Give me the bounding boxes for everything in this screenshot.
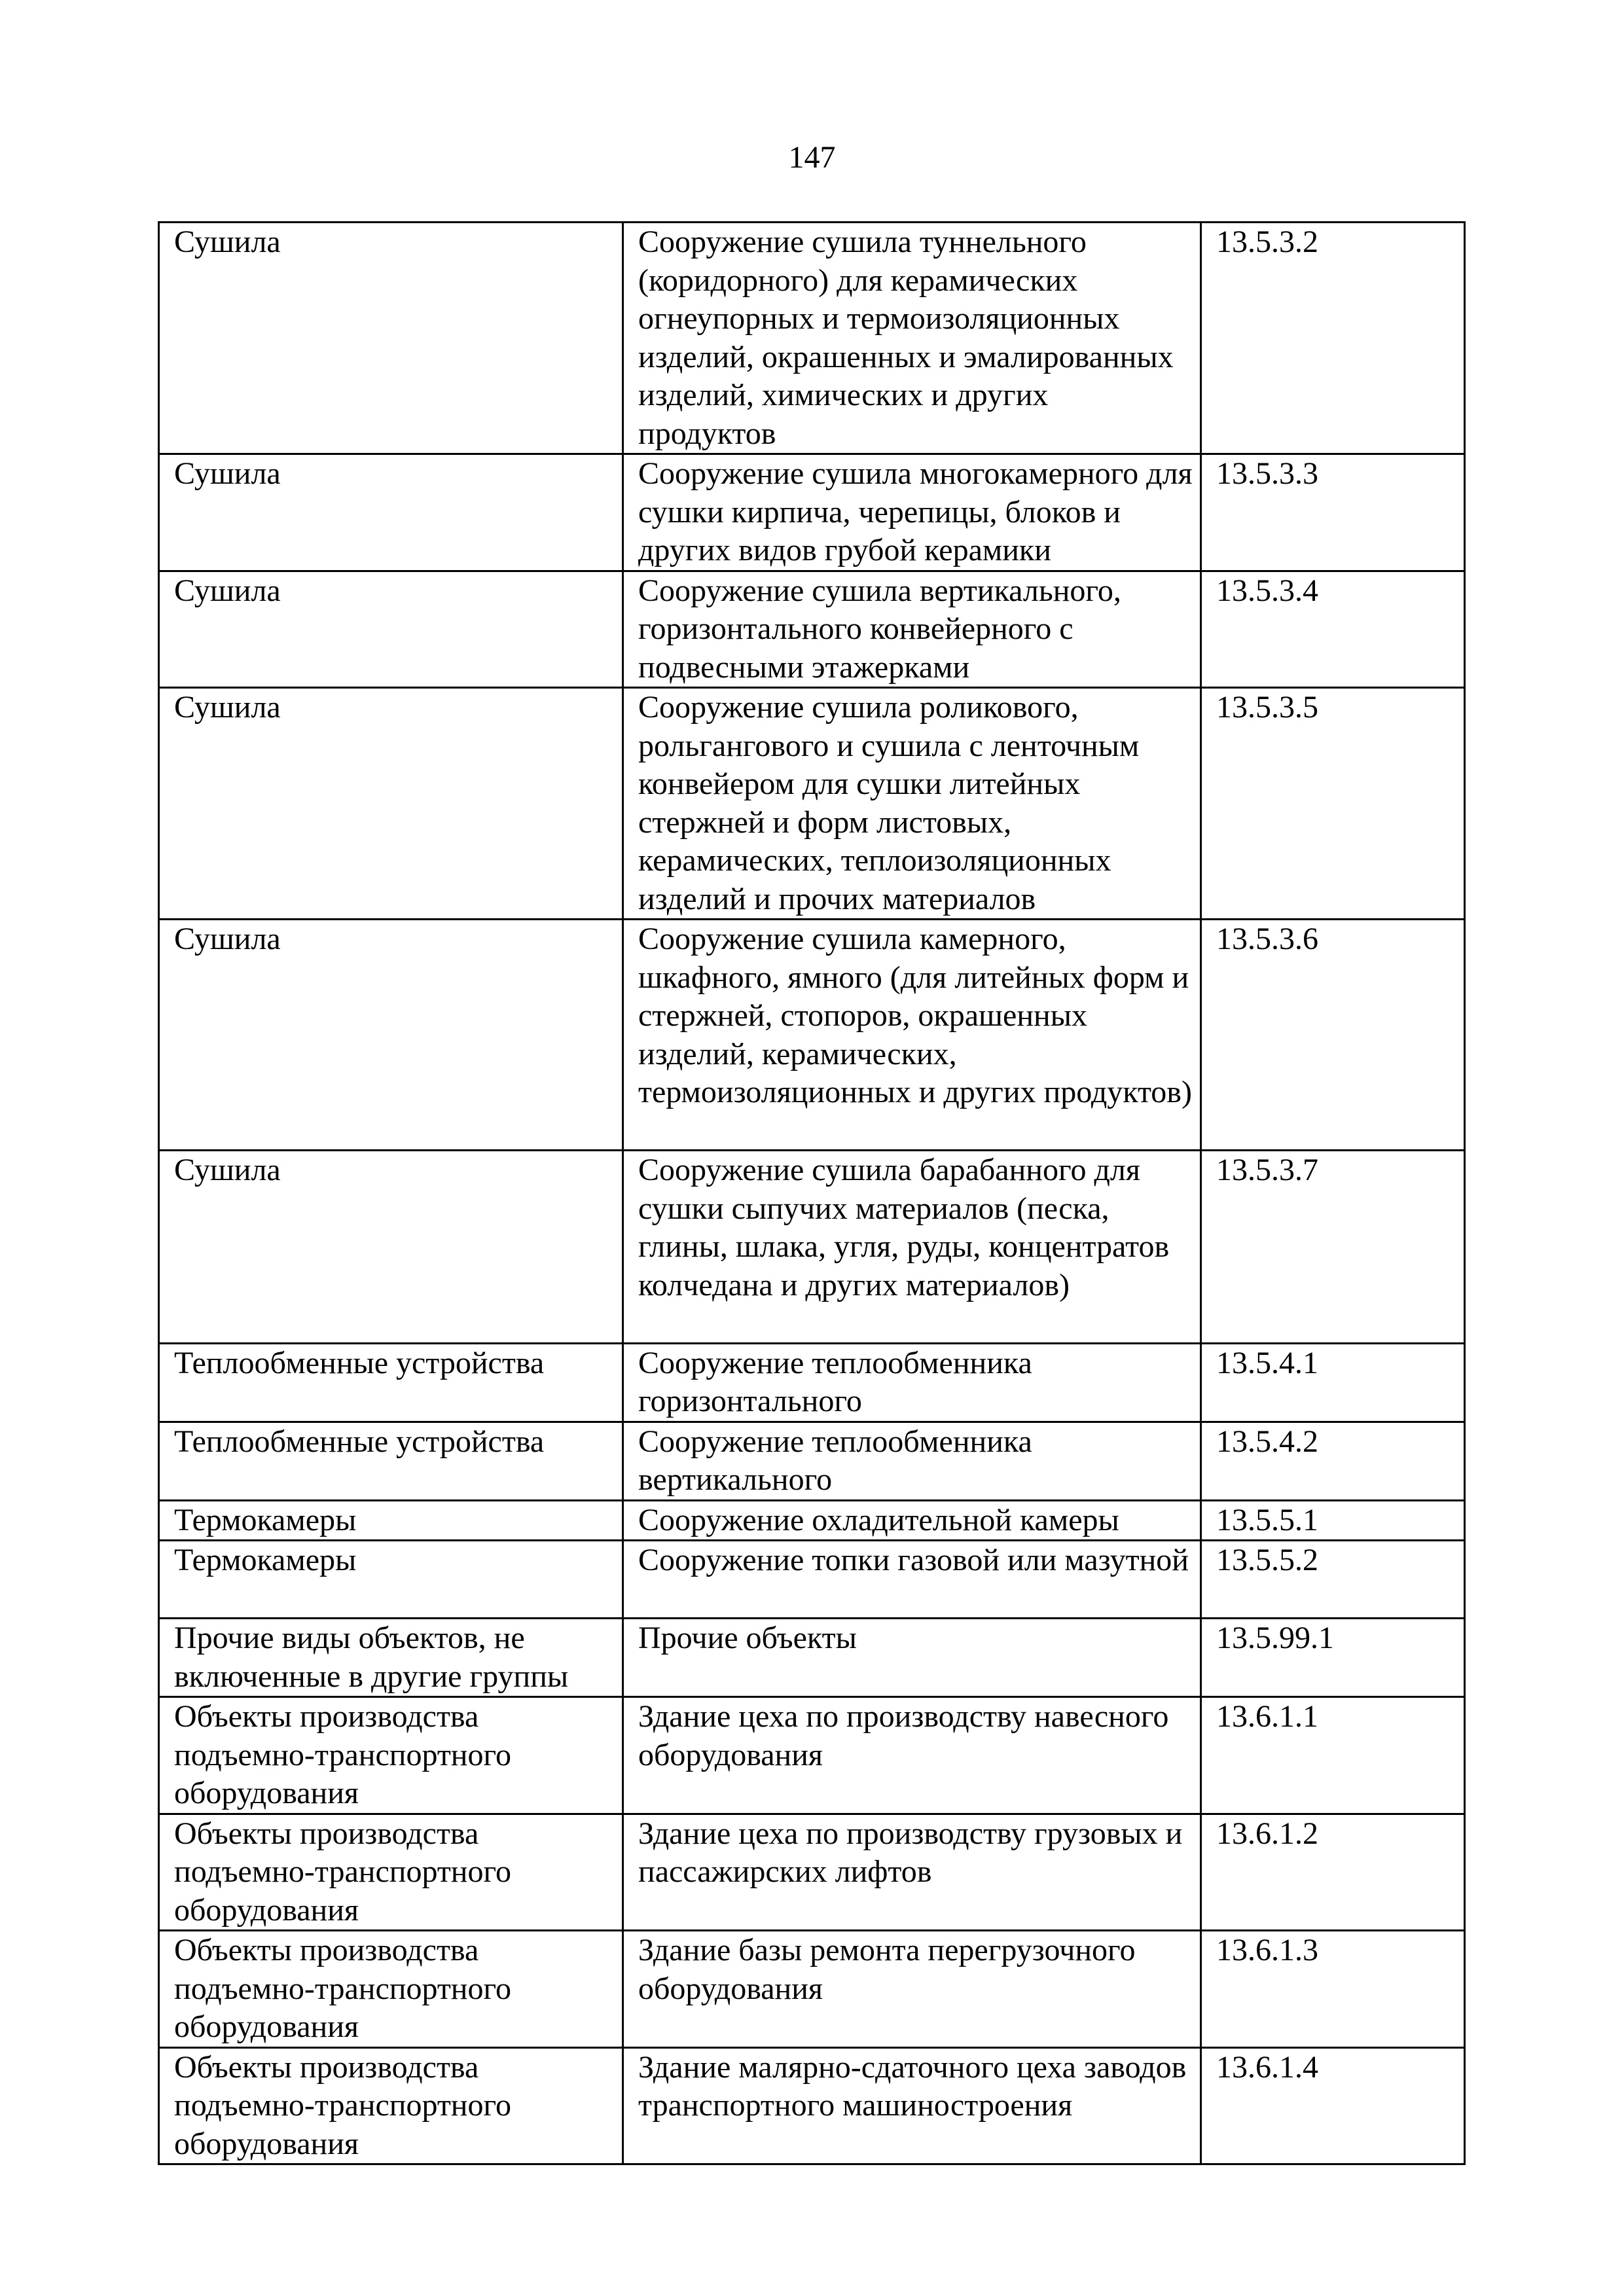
object-type-cell: Объекты производства подъемно-транспортного оборудования — [159, 1814, 623, 1931]
object-name-cell: Здание малярно-сдаточного цеха заводов транспортного машиностроения — [623, 2047, 1201, 2164]
code-cell: 13.5.3.7 — [1201, 1151, 1465, 1344]
code-cell: 13.5.3.3 — [1201, 454, 1465, 571]
object-name-cell: Сооружение сушила туннельного (коридорного) для керамических огнеупорных и термоизоляционных изделий, окрашенных и эмалированных изделий, химических и других продуктов — [623, 223, 1201, 454]
code-cell: 13.5.4.1 — [1201, 1343, 1465, 1422]
object-name-cell: Сооружение сушила камерного, шкафного, ямного (для литейных форм и стержней, стопоров, окрашенных изделий, керамических, термоизоляционных и других продуктов) — [623, 920, 1201, 1151]
table-row — [159, 920, 1465, 1151]
table-row — [159, 571, 1465, 688]
object-type-cell: Сушила — [159, 571, 623, 688]
object-name-cell: Сооружение охладительной камеры — [623, 1500, 1201, 1541]
object-type-cell: Прочие виды объектов, не включенные в другие группы — [159, 1619, 623, 1697]
object-name-cell: Здание цеха по производству навесного оборудования — [623, 1697, 1201, 1814]
table-row — [159, 223, 1465, 454]
table-row — [159, 1931, 1465, 2048]
code-cell: 13.5.3.2 — [1201, 223, 1465, 454]
table-row — [159, 1422, 1465, 1500]
object-name-cell: Здание цеха по производству грузовых и пассажирских лифтов — [623, 1814, 1201, 1931]
object-name-cell: Сооружение сушила роликового, рольгангового и сушила с ленточным конвейером для сушки литейных стержней и форм листовых, керамических, теплоизоляционных изделий и прочих материалов — [623, 688, 1201, 920]
table-row — [159, 2047, 1465, 2164]
object-type-cell: Сушила — [159, 223, 623, 454]
object-name-cell: Сооружение теплообменника вертикального — [623, 1422, 1201, 1500]
code-cell: 13.6.1.4 — [1201, 2047, 1465, 2164]
table-row — [159, 688, 1465, 920]
object-name-cell: Сооружение топки газовой или мазутной — [623, 1541, 1201, 1619]
code-cell: 13.5.3.4 — [1201, 571, 1465, 688]
table-row — [159, 1343, 1465, 1422]
table-row — [159, 1814, 1465, 1931]
table-row — [159, 1619, 1465, 1697]
code-cell: 13.5.99.1 — [1201, 1619, 1465, 1697]
object-type-cell: Теплообменные устройства — [159, 1343, 623, 1422]
code-cell: 13.5.3.5 — [1201, 688, 1465, 920]
code-cell: 13.6.1.1 — [1201, 1697, 1465, 1814]
object-type-cell: Объекты производства подъемно-транспортного оборудования — [159, 1697, 623, 1814]
code-cell: 13.5.3.6 — [1201, 920, 1465, 1151]
classification-table — [158, 221, 1466, 2165]
object-type-cell: Объекты производства подъемно-транспортного оборудования — [159, 1931, 623, 2048]
code-cell: 13.5.5.1 — [1201, 1500, 1465, 1541]
object-name-cell: Сооружение сушила многокамерного для сушки кирпича, черепицы, блоков и других видов грубой керамики — [623, 454, 1201, 571]
code-cell: 13.5.5.2 — [1201, 1541, 1465, 1619]
object-name-cell: Прочие объекты — [623, 1619, 1201, 1697]
table-row — [159, 1541, 1465, 1619]
object-type-cell: Сушила — [159, 688, 623, 920]
object-type-cell: Термокамеры — [159, 1500, 623, 1541]
table-row — [159, 1697, 1465, 1814]
object-name-cell: Здание базы ремонта перегрузочного оборудования — [623, 1931, 1201, 2048]
object-type-cell: Сушила — [159, 1151, 623, 1344]
object-type-cell: Теплообменные устройства — [159, 1422, 623, 1500]
object-name-cell: Сооружение сушила вертикального, горизонтального конвейерного с подвесными этажерками — [623, 571, 1201, 688]
object-type-cell: Сушила — [159, 454, 623, 571]
table-row — [159, 454, 1465, 571]
table-row — [159, 1151, 1465, 1344]
code-cell: 13.6.1.2 — [1201, 1814, 1465, 1931]
object-type-cell: Объекты производства подъемно-транспортного оборудования — [159, 2047, 623, 2164]
code-cell: 13.6.1.3 — [1201, 1931, 1465, 2048]
table-row — [159, 1500, 1465, 1541]
page-number: 147 — [788, 140, 836, 175]
object-name-cell: Сооружение теплообменника горизонтального — [623, 1343, 1201, 1422]
code-cell: 13.5.4.2 — [1201, 1422, 1465, 1500]
object-type-cell: Термокамеры — [159, 1541, 623, 1619]
object-name-cell: Сооружение сушила барабанного для сушки сыпучих материалов (песка, глины, шлака, угля, руды, концентратов колчедана и других материалов) — [623, 1151, 1201, 1344]
object-type-cell: Сушила — [159, 920, 623, 1151]
